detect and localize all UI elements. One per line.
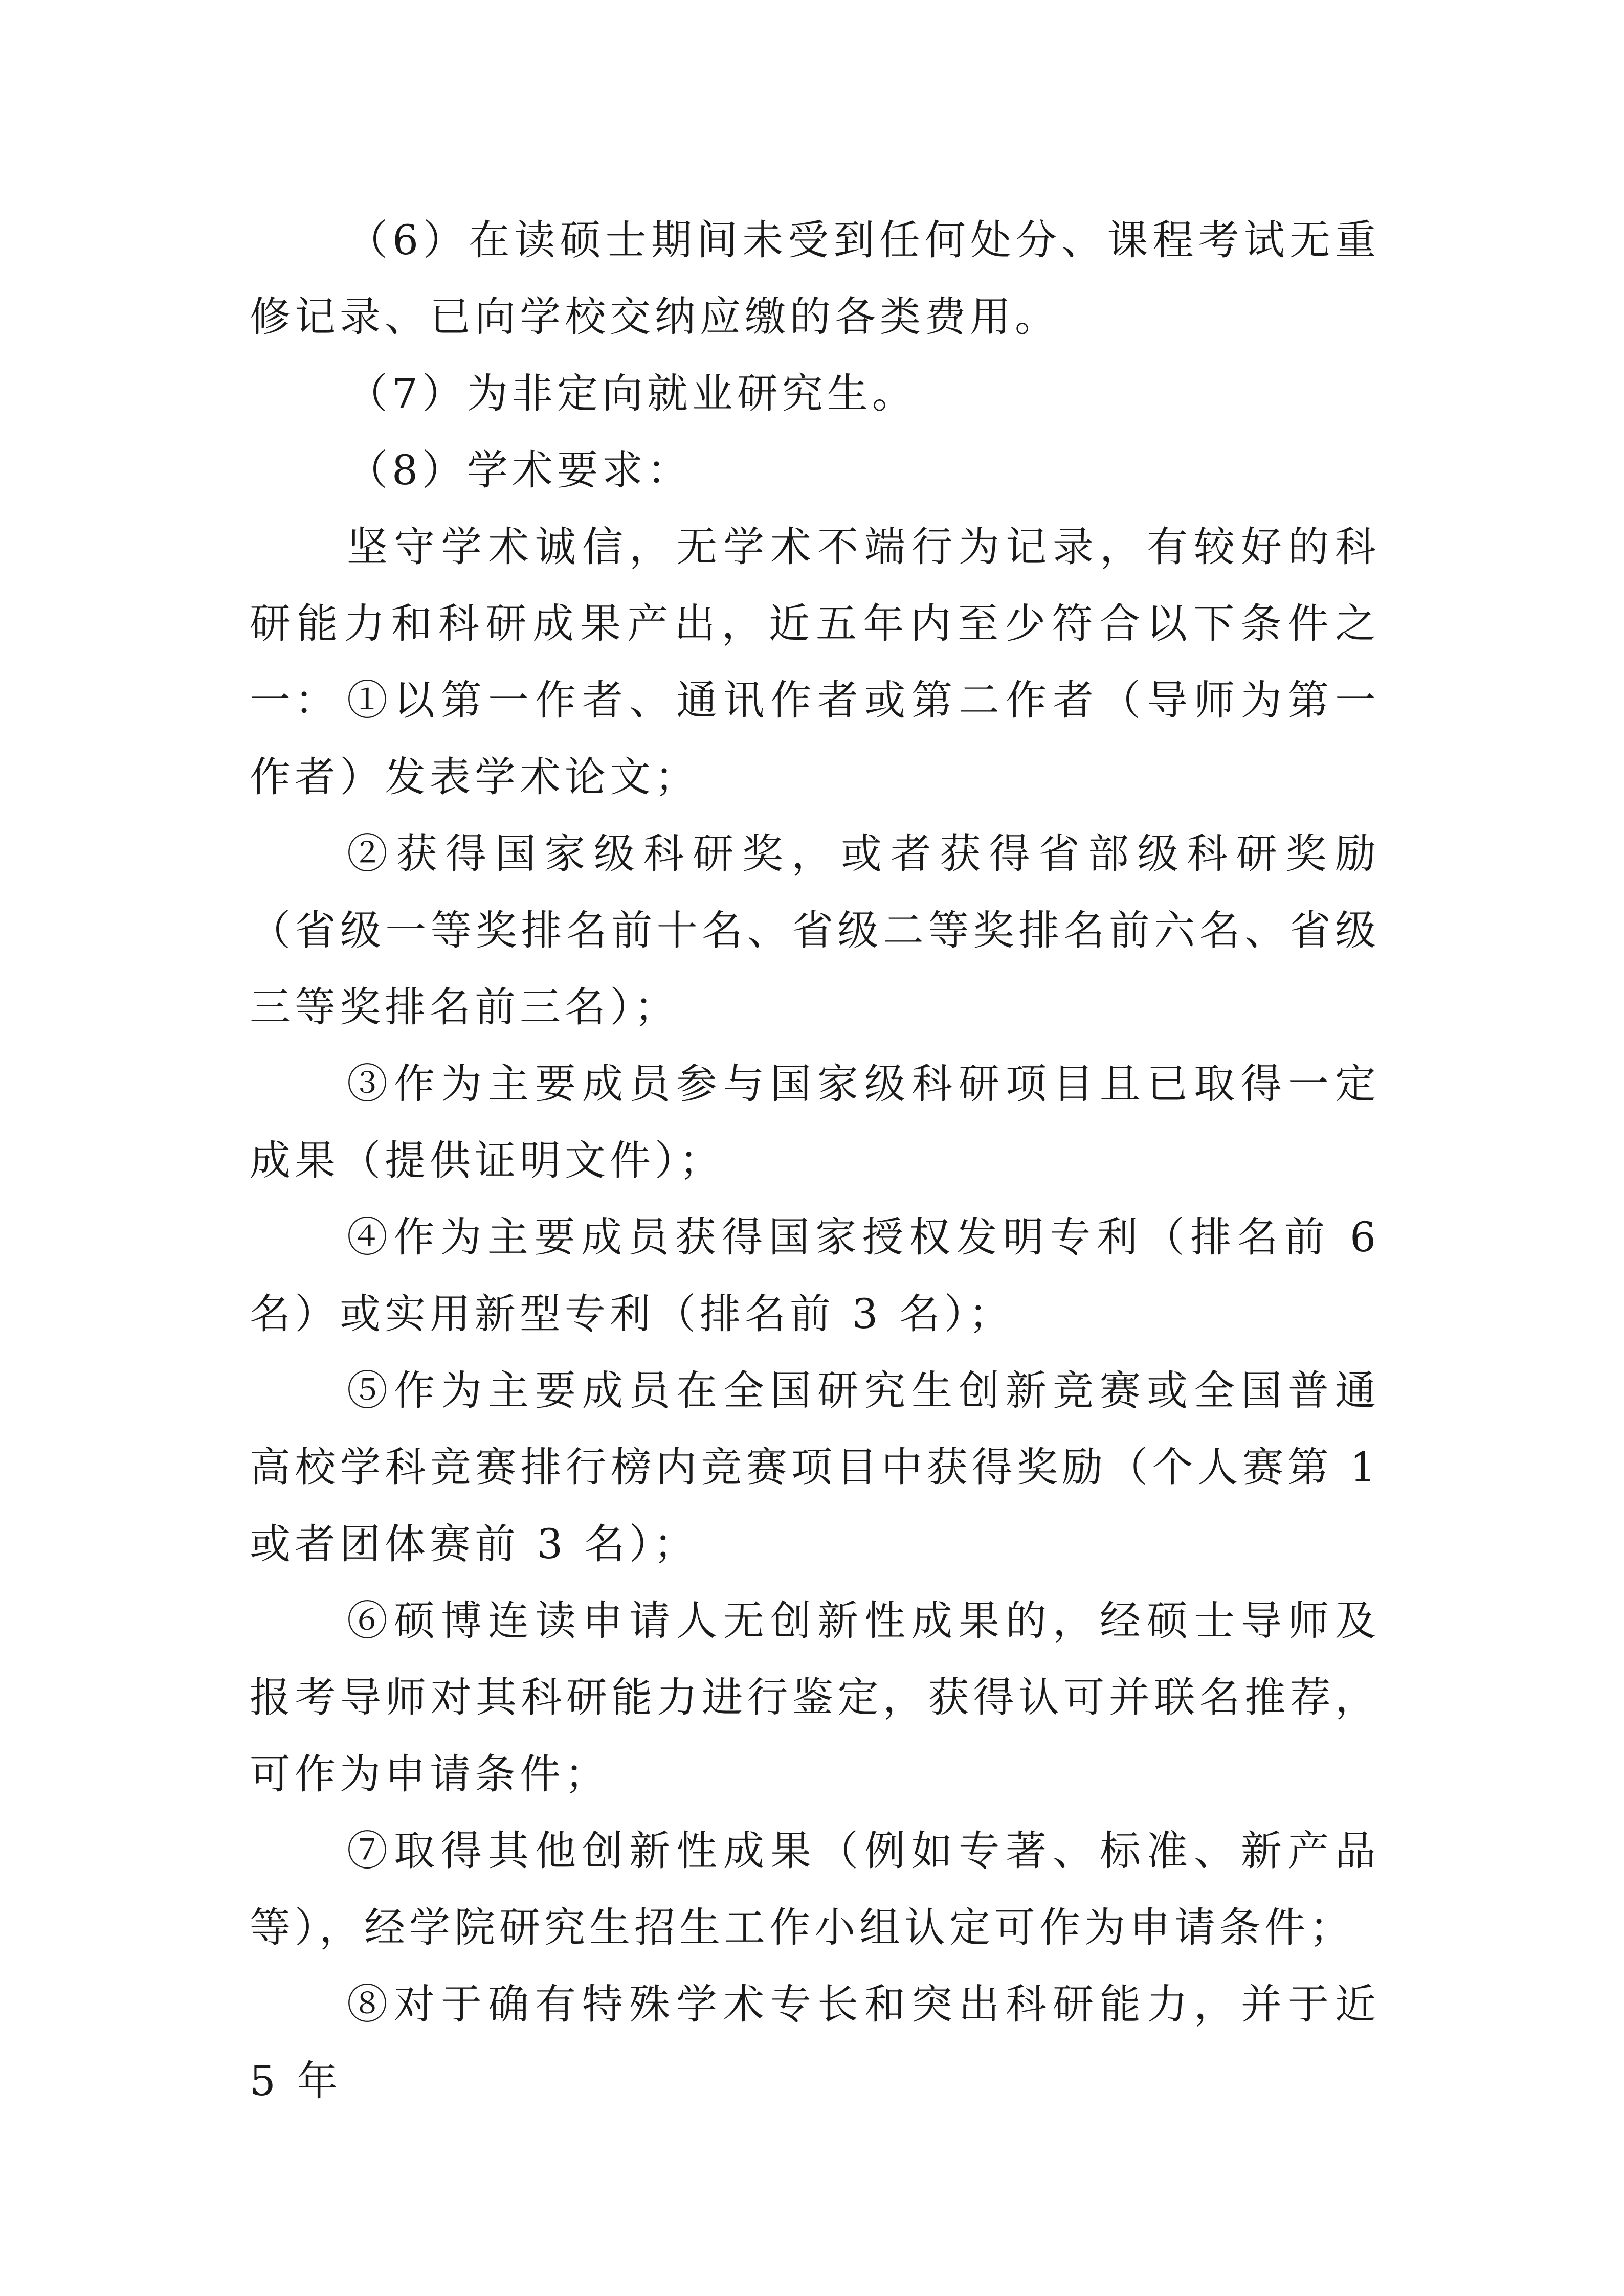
paragraph-condition-3: ③作为主要成员参与国家级科研项目且已取得一定成果（提供证明文件）； [250, 1060, 1380, 1184]
paragraph-condition-2: ②获得国家级科研奖，或者获得省部级科研奖励（省级一等奖排名前十名、省级二等奖排名前六名、省级三等奖排名前三名）； [250, 830, 1380, 1031]
paragraph-condition-7: ⑦取得其他创新性成果（例如专著、标准、新产品等），经学院研究生招生工作小组认定可作为申请条件； [250, 1827, 1380, 1951]
paragraph-academic-integrity: 坚守学术诚信，无学术不端行为记录，有较好的科研能力和科研成果产出，近五年内至少符合以下条件之一： [250, 523, 1380, 724]
paragraph-item-7: （7）为非定向就业研究生。 [347, 370, 917, 417]
paragraph-item-8: （8）学术要求： [347, 446, 692, 494]
paragraph-item-6: （6）在读硕士期间未受到任何处分、课程考试无重修记录、已向学校交纳应缴的各类费用。 [250, 216, 1380, 341]
paragraph-condition-4: ④作为主要成员获得国家授权发明专利（排名前 6 名）或实用新型专利（排名前 3 名）； [250, 1213, 1380, 1338]
paragraph-condition-1: ①以第一作者、通讯作者或第二作者（导师为第一作者）发表学术论文； [250, 677, 1380, 801]
paragraph-condition-5: ⑤作为主要成员在全国研究生创新竞赛或全国普通高校学科竞赛排行榜内竞赛项目中获得奖励（个人赛第 1 或者团体赛前 3 名）； [250, 1367, 1380, 1568]
paragraph-condition-8: ⑧对于确有特殊学术专长和突出科研能力，并于近 5 年 [250, 1980, 1380, 2105]
paragraph-condition-6: ⑥硕博连读申请人无创新性成果的，经硕士导师及报考导师对其科研能力进行鉴定，获得认可并联名推荐，可作为申请条件； [250, 1597, 1380, 1798]
